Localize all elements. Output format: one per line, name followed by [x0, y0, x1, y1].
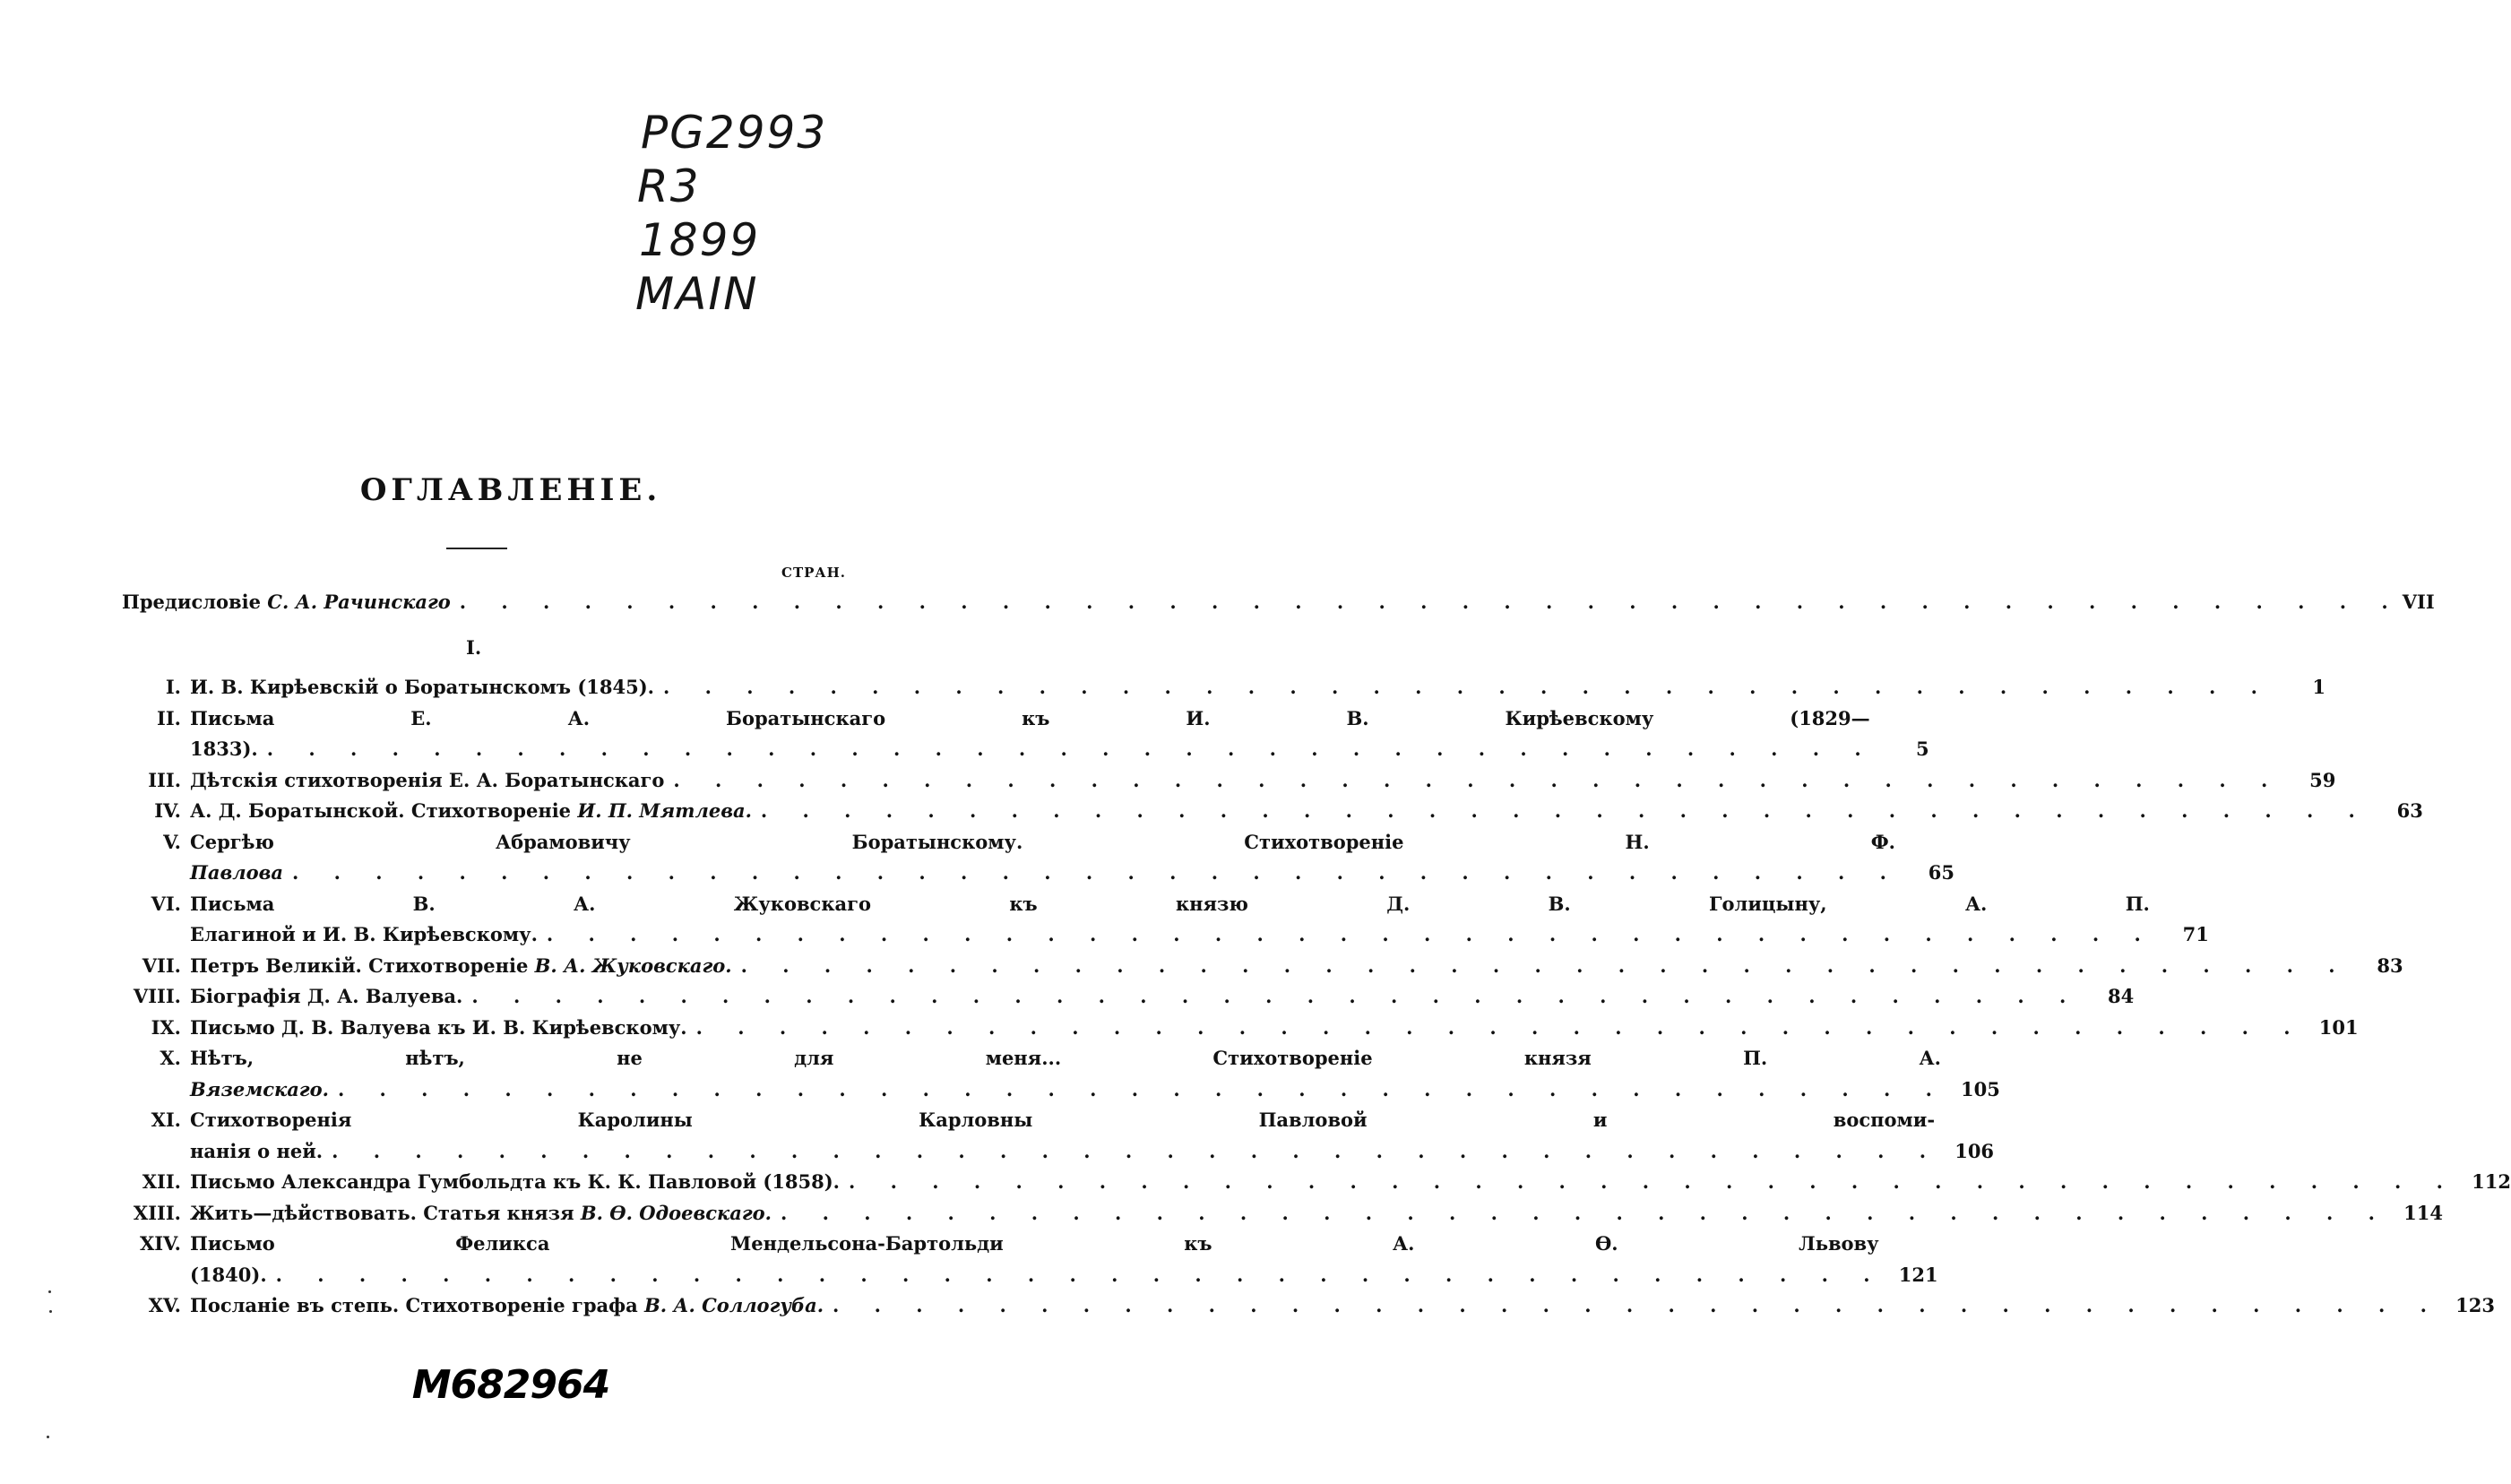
toc-entry-title: [190, 1290, 824, 1322]
toc-entry-number: XII.: [142, 1170, 181, 1193]
toc-entry: [125, 703, 1929, 765]
dot-leader: . . . . . . . . . . . . . . . . . . . . . . . . . . . . . . . . . . . . . . .: [695, 1015, 2305, 1039]
toc-entry-author: Вяземскаго.: [190, 1077, 329, 1100]
toc-entry-text: И. В. Кирѣевскій о Боратынскомъ (1845).: [190, 676, 654, 698]
toc-entry: [125, 1198, 2443, 1229]
toc-entry-author: В. А. Соллогуба.: [644, 1294, 824, 1316]
toc-entry-number: VI.: [151, 892, 181, 915]
toc-entry: [125, 1013, 2359, 1044]
toc-entry-text: Елагиной и И. В. Кирѣевскому.: [190, 923, 538, 945]
handwritten-call-number: [635, 106, 828, 321]
toc-entry-text: нанія о ней.: [190, 1139, 324, 1162]
dot-leader: . . . . . . . . . . . . . . . . . . . . . . . . . . . . . . . . . . . . . . .: [266, 738, 1876, 760]
toc-entry-title: [190, 951, 732, 982]
toc-entry-text: Нѣтъ, нѣтъ, не для меня... Стихотвореніе князя П. А.: [190, 1047, 1941, 1069]
dot-leader: . . . . . . . . . . . . . . . . . . . . . . . . . . . . . . . . . . . . . . .: [292, 861, 1901, 884]
toc-entry-title: [190, 1198, 772, 1229]
toc-entry-number: VII.: [142, 953, 181, 977]
toc-entry-number: VIII.: [133, 985, 181, 1007]
toc-entry-number: X.: [160, 1047, 181, 1069]
toc-entry-number: XIV.: [139, 1232, 181, 1255]
dot-leader: . . . . . . . . . . . . . . . . . . . . . . . . . . . . . . . . . . . . . . .: [275, 1263, 1885, 1286]
toc-entry-author: В. А. Жуковскаго.: [534, 953, 732, 977]
toc-entry: [125, 951, 2403, 982]
toc-entry-number: IX.: [151, 1015, 181, 1039]
dot-leader: . . . . . . . . . . . . . . . . . . . . . . . . . . . . . . . . . . . . . . .: [471, 985, 2081, 1007]
dot-leader: . . . . . . . . . . . . . . . . . . . . . . . . . . . . . . . . . . . . . . .: [662, 676, 2272, 698]
toc-entry-number: XV.: [148, 1294, 181, 1316]
preface-label: Предисловіе: [122, 591, 268, 613]
toc-entry-text: Жить—дѣйствовать. Статья князя: [190, 1201, 581, 1224]
toc-entry-text: 1833).: [190, 738, 258, 760]
toc-entry-page: 84: [2108, 985, 2135, 1007]
preface-title: [122, 588, 451, 617]
page-title: ОГЛАВЛЕНІЕ.: [359, 472, 662, 508]
library-stamp: M682964: [411, 1362, 610, 1408]
toc-entry-text: А. Д. Боратынской. Стихотвореніе: [190, 799, 578, 822]
speck: [49, 1310, 52, 1313]
toc-entry-page: 65: [1928, 861, 1954, 884]
call-number-line: R3: [637, 160, 701, 212]
call-number-line: MAIN: [635, 268, 759, 320]
preface-author: С. А. Рачинскаго: [267, 591, 451, 613]
toc-entry-number: V.: [163, 830, 181, 853]
toc-entry-page: 5: [1916, 738, 1929, 760]
toc-entry-number: II.: [157, 706, 181, 729]
toc-entry-number: III.: [148, 768, 181, 791]
preface-entry: [122, 588, 2435, 617]
toc-entry: [125, 981, 2135, 1013]
dot-leader: . . . . . . . . . . . . . . . . . . . . . . . . . . . . . . . . . . . . . . .: [332, 1139, 1941, 1162]
title-divider: [446, 548, 507, 549]
toc-entry-text: Письма Е. А. Боратынскаго къ И. В. Кирѣевскому (1829—: [190, 706, 1870, 729]
toc-entry-number: I.: [165, 676, 181, 698]
toc-entry-text: [190, 858, 283, 889]
toc-entry: [125, 796, 2423, 827]
toc-entry-title: [190, 796, 752, 827]
toc-entry-page: 123: [2455, 1294, 2495, 1316]
toc-entry-page: 112: [2472, 1170, 2511, 1193]
dot-leader: . . . . . . . . . . . . . . . . . . . . . . . . . . . . . . . . . . . . . . .: [760, 799, 2369, 822]
toc-entry-author: В. Ѳ. Одоевскаго.: [580, 1201, 772, 1224]
dot-leader: . . . . . . . . . . . . . . . . . . . . . . . . . . . . . . . . . . . . . . .: [833, 1294, 2441, 1316]
toc-entry: [125, 765, 2336, 797]
toc-entry-text: Посланіе въ степь. Стихотвореніе графа: [190, 1294, 644, 1316]
toc-entry-page: 83: [2377, 953, 2403, 977]
toc-entry-page: 106: [1954, 1139, 1995, 1162]
toc-entry-text: Письмо Феликса Мендельсона-Бартольди къ А. Ѳ. Львову: [190, 1232, 1879, 1255]
toc-entry-text: Стихотворенія Каролины Карловны Павловой и воспоми-: [190, 1109, 1936, 1131]
dot-leader: . . . . . . . . . . . . . . . . . . . . . . . . . . . . . . . . . . . . . . .: [546, 923, 2155, 945]
speck: [47, 1436, 49, 1438]
toc-entry-page: 63: [2396, 799, 2423, 822]
toc-entry-page: 1: [2312, 676, 2325, 698]
section-number: I.: [466, 636, 482, 659]
toc-entry-author: Павлова: [190, 861, 284, 884]
preface-page: VII: [2402, 591, 2435, 613]
toc-entry: [125, 1290, 2495, 1322]
speck: [48, 1290, 51, 1293]
dot-leader: . . . . . . . . . . . . . . . . . . . . . . . . . . . . . . . . . . . . . . .: [781, 1201, 2389, 1224]
toc-entry-page: 105: [1961, 1077, 2000, 1100]
toc-entry-number: XI.: [151, 1109, 181, 1131]
toc-entry-text: Письмо Александра Гумбольдта къ К. К. Павловой (1858).: [190, 1170, 840, 1193]
dot-leader: . . . . . . . . . . . . . . . . . . . . . . . . . . . . . . . . . . . . . . .: [337, 1077, 1946, 1100]
toc-entry-page: 101: [2318, 1015, 2359, 1039]
toc-entry-text: Сергѣю Абрамовичу Боратынскому. Стихотвореніе Н. Ф.: [190, 830, 1895, 853]
toc-entry: [125, 1167, 2511, 1198]
toc-entry-text: (1840).: [190, 1263, 267, 1286]
toc-entry-text: Письмо Д. В. Валуева къ И. В. Кирѣевскому.: [190, 1015, 687, 1039]
toc-entry-text: Біографія Д. А. Валуева.: [190, 985, 463, 1007]
toc-entry: [125, 827, 1954, 889]
toc-entry-author: И. П. Мятлева.: [577, 799, 752, 822]
toc-entry-page: 59: [2309, 768, 2336, 791]
table-of-contents: [125, 672, 2511, 1322]
toc-entry-text: Письма В. А. Жуковскаго къ князю Д. В. Голицыну, А. П.: [190, 892, 2150, 915]
toc-entry-number: IV.: [154, 799, 181, 822]
call-number-line: PG2993: [641, 107, 828, 159]
toc-entry-page: 114: [2403, 1201, 2443, 1224]
page-column-header: СТРАН.: [781, 565, 846, 581]
dot-leader: . . . . . . . . . . . . . . . . . . . . . . . . . . . . . . . . . . . . . . .: [740, 953, 2350, 977]
toc-entry: [125, 1043, 2000, 1105]
toc-entry-text: [190, 1074, 329, 1106]
call-number-line: 1899: [639, 214, 761, 266]
toc-entry: [125, 889, 2209, 951]
dot-leader: . . . . . . . . . . . . . . . . . . . . . . . . . . . . . . . . . . . . . . .: [848, 1170, 2457, 1193]
toc-entry: [125, 672, 2325, 703]
toc-entry-page: 121: [1898, 1263, 1938, 1286]
dot-leader: . . . . . . . . . . . . . . . . . . . . . . . . . . . . . . . . . . . . . . .: [673, 768, 2282, 791]
toc-entry-page: 71: [2182, 923, 2209, 945]
toc-entry: [125, 1229, 1938, 1290]
toc-entry-text: Дѣтскія стихотворенія Е. А. Боратынскаго: [190, 768, 665, 791]
toc-entry: [125, 1105, 1995, 1167]
toc-entry-number: XIII.: [133, 1201, 181, 1224]
dot-leader: . . . . . . . . . . . . . . . . . . . . . . . . . . . . . . . . . . . . . . . . . . . . . . .: [459, 591, 2403, 613]
toc-entry-text: Петръ Великій. Стихотвореніе: [190, 953, 535, 977]
